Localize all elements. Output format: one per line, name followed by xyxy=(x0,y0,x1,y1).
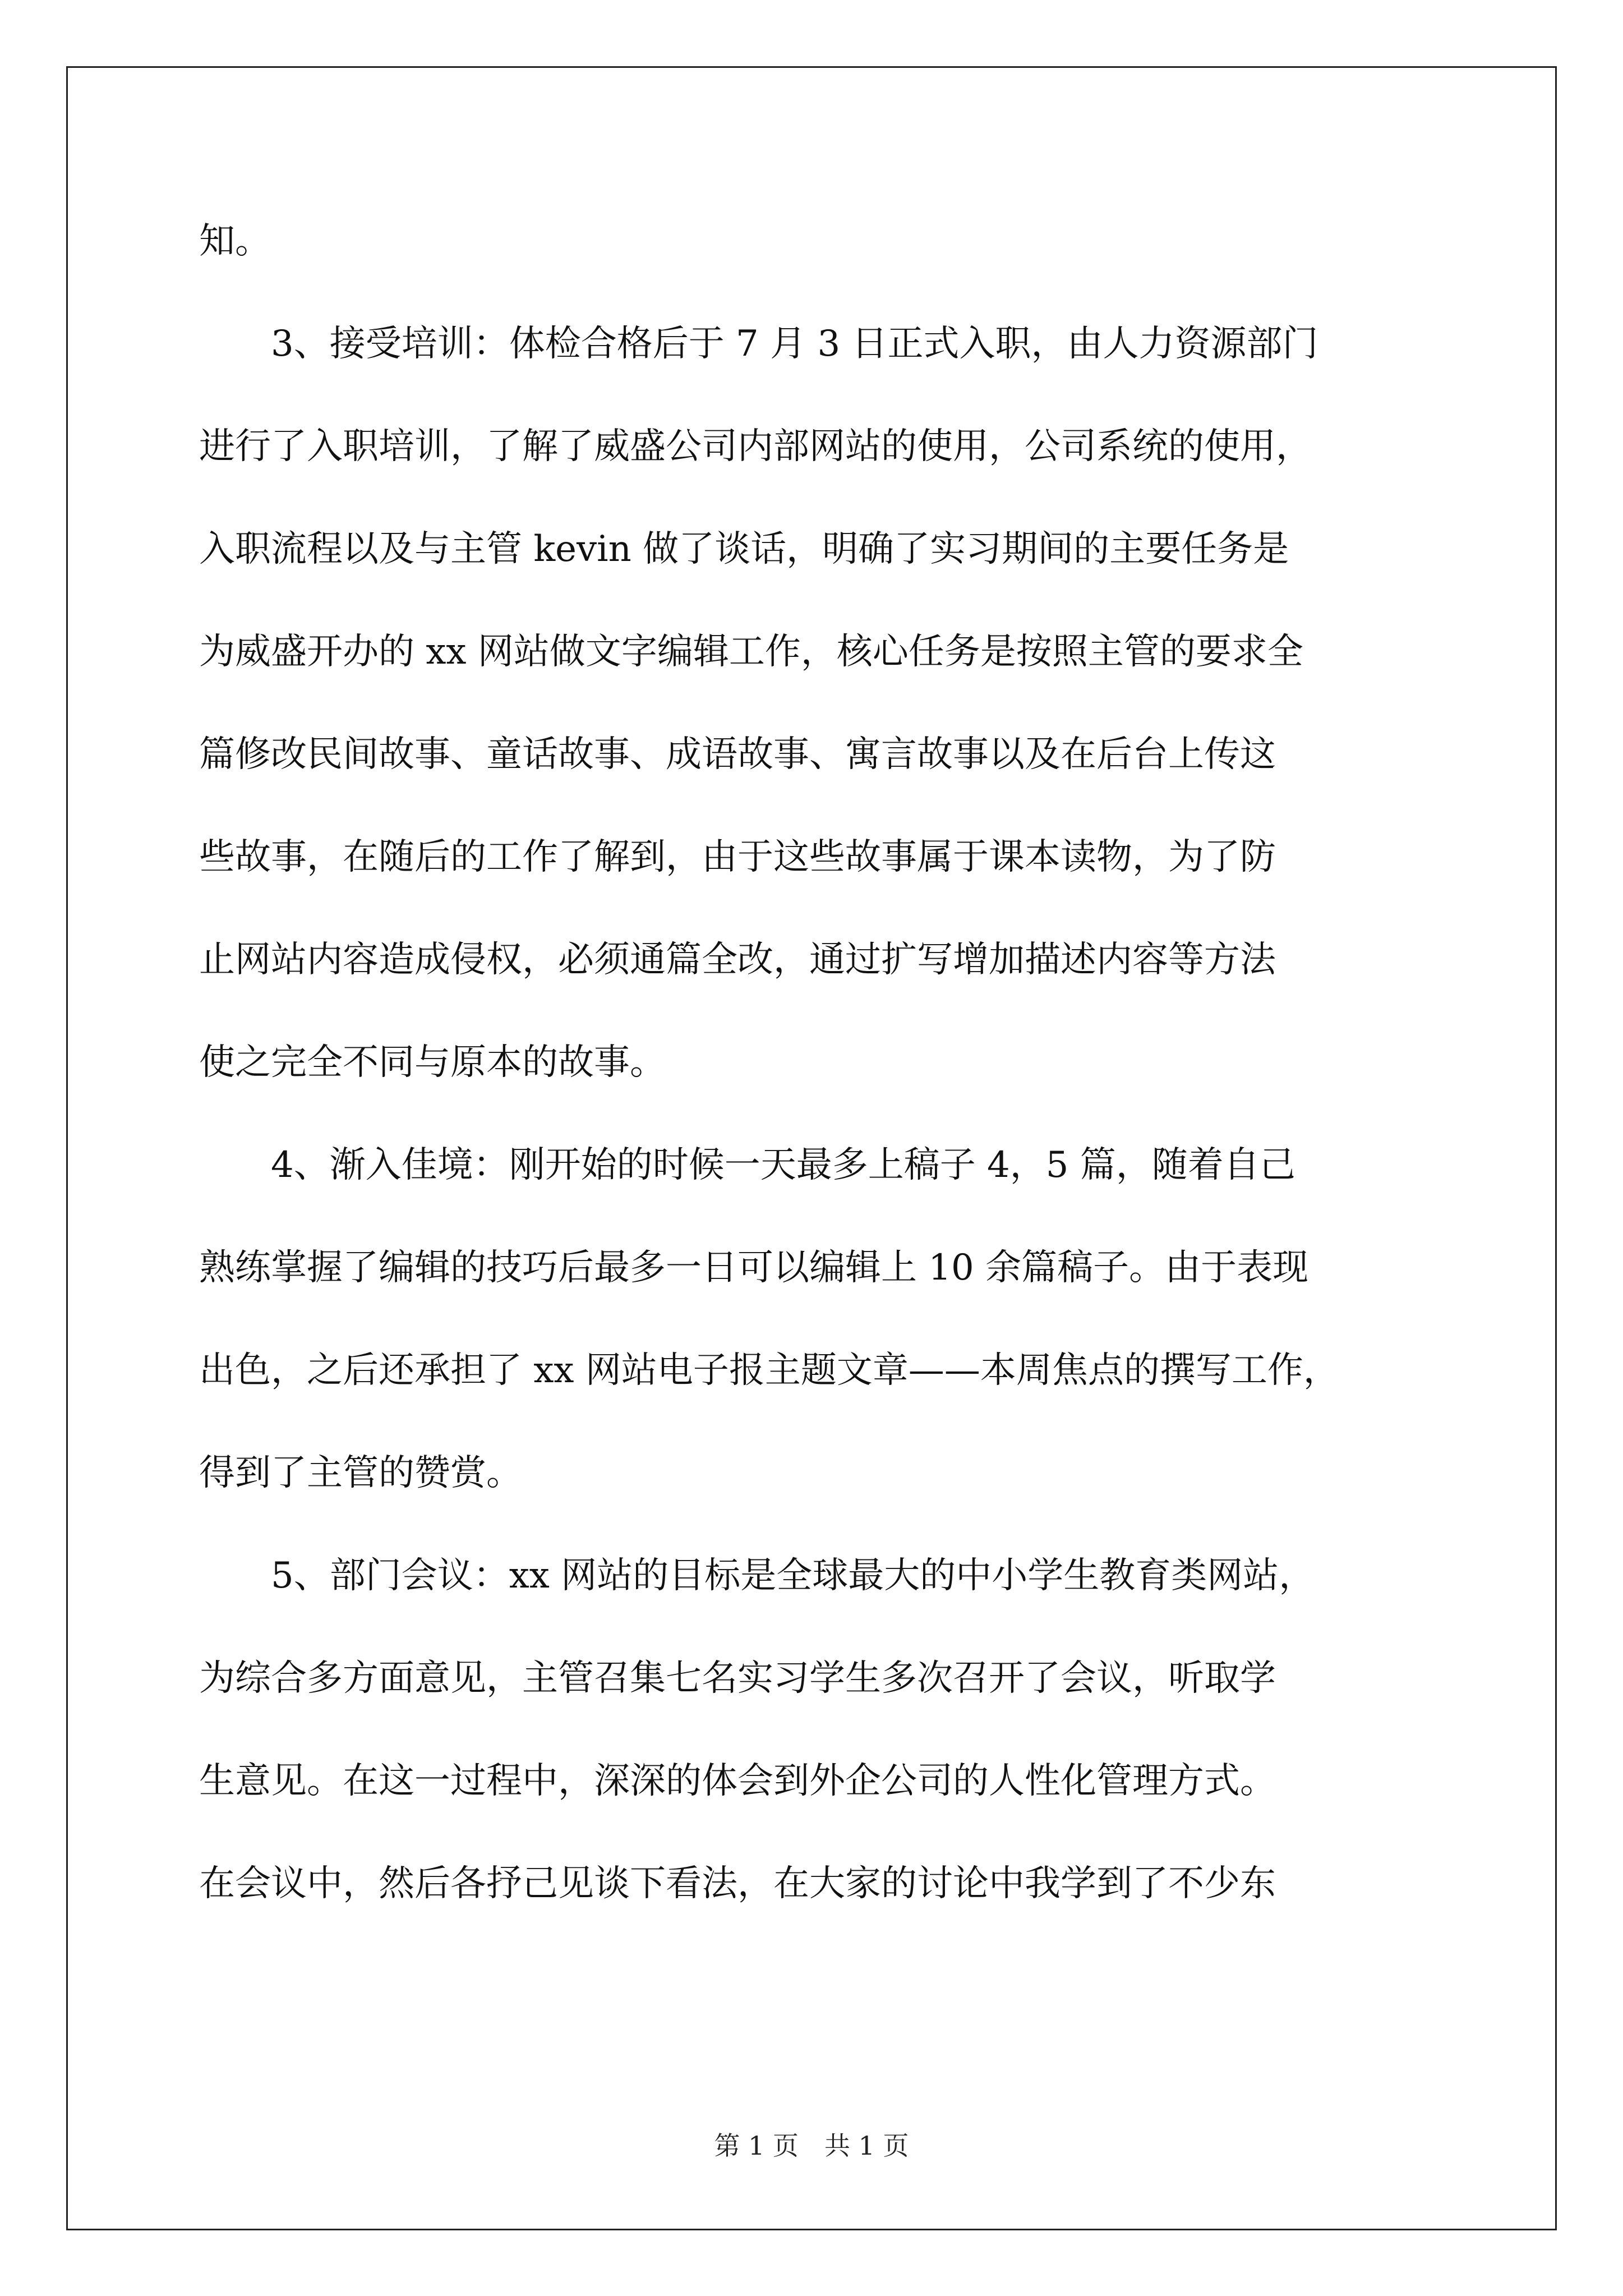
text-line: 使之完全不同与原本的故事。 xyxy=(199,1042,666,1083)
text-line: 进行了入职培训，了解了威盛公司内部网站的使用，公司系统的使用， xyxy=(199,426,1312,467)
text-line: 止网站内容造成侵权，必须通篇全改，通过扩写增加描述内容等方法 xyxy=(199,939,1276,981)
text-line: 4、渐入佳境：刚开始的时候一天最多上稿子 4，5 篇，随着自己 xyxy=(199,1144,1295,1186)
text-line: 知。 xyxy=(199,220,271,262)
text-line: 出色，之后还承担了 xx 网站电子报主题文章——本周焦点的撰写工作， xyxy=(199,1350,1339,1391)
text-line: 5、部门会议：xx 网站的目标是全球最大的中小学生教育类网站， xyxy=(199,1555,1315,1596)
text-line: 些故事，在随后的工作了解到，由于这些故事属于课本读物，为了防 xyxy=(199,836,1276,878)
page-footer: 第 1 页 共 1 页 xyxy=(714,2131,909,2161)
text-line: 为威盛开办的 xx 网站做文字编辑工作，核心任务是按照主管的要求全 xyxy=(199,631,1303,673)
text-line: 在会议中，然后各抒己见谈下看法，在大家的讨论中我学到了不少东 xyxy=(199,1863,1276,1904)
text-line: 得到了主管的赞赏。 xyxy=(199,1452,522,1494)
text-line: 为综合多方面意见，主管召集七名实习学生多次召开了会议，听取学 xyxy=(199,1658,1276,1699)
text-line: 生意见。在这一过程中，深深的体会到外企公司的人性化管理方式。 xyxy=(199,1760,1276,1802)
text-line: 3、接受培训：体检合格后于 7 月 3 日正式入职，由人力资源部门 xyxy=(199,323,1318,365)
text-line: 篇修改民间故事、童话故事、成语故事、寓言故事以及在后台上传这 xyxy=(199,734,1276,775)
text-line: 熟练掌握了编辑的技巧后最多一日可以编辑上 10 余篇稿子。由于表现 xyxy=(199,1247,1309,1289)
text-line: 入职流程以及与主管 kevin 做了谈话，明确了实习期间的主要任务是 xyxy=(199,528,1289,570)
